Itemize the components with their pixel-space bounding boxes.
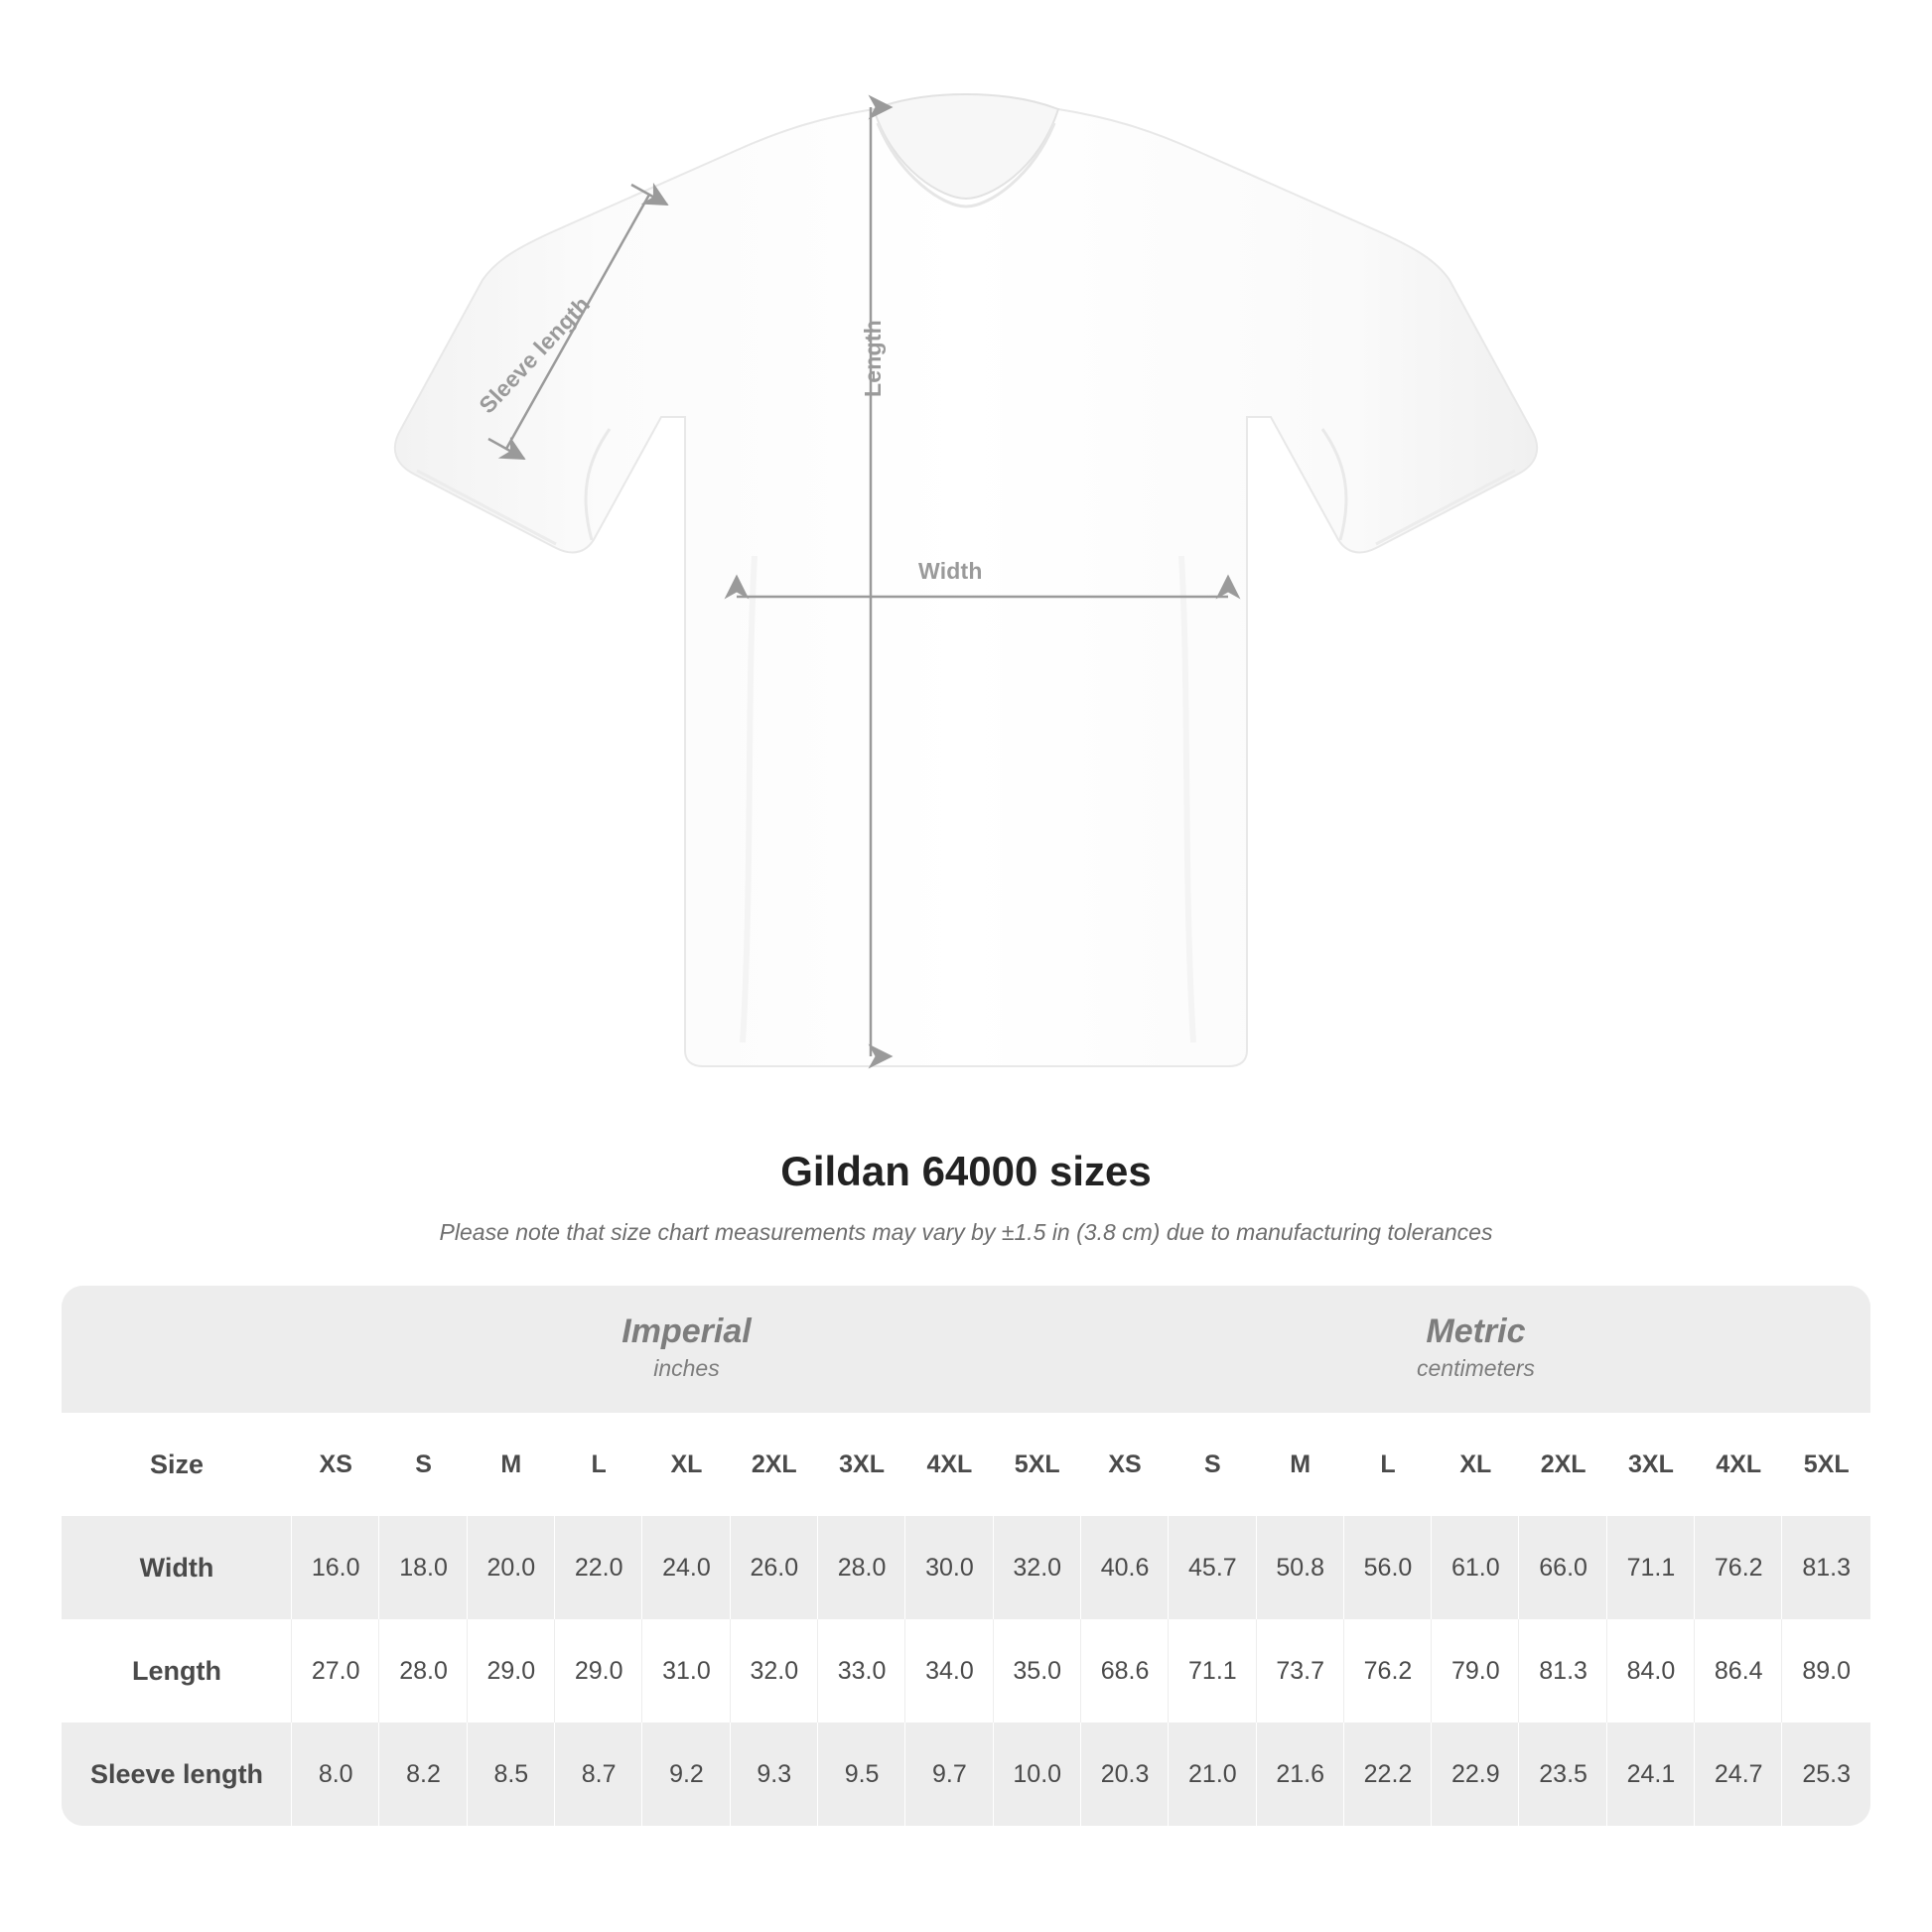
table-cell: 28.0	[818, 1516, 905, 1619]
size-header-cell: 5XL	[1803, 1449, 1850, 1478]
table-cell: 25.3	[1782, 1723, 1870, 1826]
table-row	[62, 1723, 1870, 1826]
unit-header-metric	[1081, 1286, 1870, 1413]
table-cell: 61.0	[1432, 1516, 1519, 1619]
size-header-cell: S	[379, 1413, 467, 1516]
size-header-cell: XS	[292, 1413, 379, 1516]
table-cell: 9.7	[905, 1723, 993, 1826]
table-cell: 86.4	[1695, 1619, 1782, 1723]
table-cell: 24.0	[642, 1516, 730, 1619]
row-label-length: Length	[62, 1619, 292, 1723]
table-cell: 8.0	[292, 1723, 379, 1826]
unit-header-imperial	[292, 1286, 1081, 1413]
size-header-cell: M	[1257, 1413, 1344, 1516]
unit-header-row	[62, 1286, 1870, 1413]
table-cell: 81.3	[1782, 1516, 1870, 1619]
unit-sub-metric: centimeters	[1417, 1355, 1535, 1382]
table-row	[62, 1619, 1870, 1723]
size-table	[62, 1286, 1870, 1826]
table-cell: 76.2	[1344, 1619, 1432, 1723]
table-cell: 18.0	[379, 1516, 467, 1619]
tolerance-note: Please note that size chart measurements may vary by ±1.5 in (3.8 cm) due to manufacturing tolerances	[439, 1219, 1493, 1245]
table-cell: 71.1	[1607, 1516, 1695, 1619]
table-cell: 45.7	[1169, 1516, 1256, 1619]
table-cell: 27.0	[292, 1619, 379, 1723]
size-header-cell: XL	[1432, 1413, 1519, 1516]
table-cell: 9.5	[818, 1723, 905, 1826]
table-cell: 40.6	[1081, 1516, 1169, 1619]
table-cell: 76.2	[1695, 1516, 1782, 1619]
size-header-cell: 3XL	[818, 1413, 905, 1516]
table-cell: 8.2	[379, 1723, 467, 1826]
table-cell: 89.0	[1782, 1619, 1870, 1723]
page-title: Gildan 64000 sizes	[780, 1148, 1152, 1194]
table-cell: 35.0	[994, 1619, 1081, 1723]
width-label: Width	[918, 558, 983, 584]
table-cell: 23.5	[1519, 1723, 1606, 1826]
length-label: Length	[860, 320, 886, 397]
unit-header-spacer	[62, 1286, 292, 1413]
sleeve-length-label: Sleeve length	[474, 291, 596, 419]
size-header-cell: 2XL	[1519, 1413, 1606, 1516]
table-cell: 24.1	[1607, 1723, 1695, 1826]
unit-sub-imperial: inches	[653, 1355, 720, 1382]
table-cell: 79.0	[1432, 1619, 1519, 1723]
table-cell: 9.3	[731, 1723, 818, 1826]
size-header-cell: 4XL	[1695, 1413, 1782, 1516]
size-header-cell: 2XL	[731, 1413, 818, 1516]
table-cell: 8.7	[555, 1723, 642, 1826]
table-cell: 21.6	[1257, 1723, 1344, 1826]
table-cell: 56.0	[1344, 1516, 1432, 1619]
table-cell: 21.0	[1169, 1723, 1256, 1826]
table-cell: 8.5	[468, 1723, 555, 1826]
table-cell: 24.7	[1695, 1723, 1782, 1826]
table-cell: 32.0	[731, 1619, 818, 1723]
size-header-cell: M	[468, 1413, 555, 1516]
row-label-sleeve-length: Sleeve length	[62, 1723, 292, 1826]
size-header-cell: XL	[642, 1413, 730, 1516]
table-cell: 50.8	[1257, 1516, 1344, 1619]
table-cell: 20.3	[1081, 1723, 1169, 1826]
table-cell: 16.0	[292, 1516, 379, 1619]
table-cell: 66.0	[1519, 1516, 1606, 1619]
table-cell: 30.0	[905, 1516, 993, 1619]
table-cell: 22.0	[555, 1516, 642, 1619]
size-table-container	[62, 1286, 1870, 1826]
size-header-cell: 4XL	[905, 1413, 993, 1516]
table-cell: 31.0	[642, 1619, 730, 1723]
table-cell: 29.0	[468, 1619, 555, 1723]
unit-name-metric: Metric	[1426, 1312, 1526, 1351]
table-cell: 10.0	[994, 1723, 1081, 1826]
unit-name-imperial: Imperial	[621, 1312, 752, 1351]
size-header-cell: 3XL	[1607, 1413, 1695, 1516]
table-cell: 22.9	[1432, 1723, 1519, 1826]
table-cell: 22.2	[1344, 1723, 1432, 1826]
table-cell: 71.1	[1169, 1619, 1256, 1723]
size-header-cell: 5XL	[994, 1413, 1081, 1516]
table-cell: 29.0	[555, 1619, 642, 1723]
table-cell: 84.0	[1607, 1619, 1695, 1723]
row-label-width: Width	[62, 1516, 292, 1619]
size-header-cell: XS	[1081, 1413, 1169, 1516]
table-cell: 28.0	[379, 1619, 467, 1723]
size-header-row	[62, 1413, 1870, 1516]
table-cell: 9.2	[642, 1723, 730, 1826]
size-header-cell: L	[1344, 1413, 1432, 1516]
table-cell: 68.6	[1081, 1619, 1169, 1723]
table-cell: 32.0	[994, 1516, 1081, 1619]
table-cell: 34.0	[905, 1619, 993, 1723]
size-header-cell: S	[1169, 1413, 1256, 1516]
table-row	[62, 1516, 1870, 1619]
table-cell: 73.7	[1257, 1619, 1344, 1723]
size-header-cell: L	[555, 1413, 642, 1516]
table-cell: 26.0	[731, 1516, 818, 1619]
table-cell: 81.3	[1519, 1619, 1606, 1723]
size-header-label: Size	[62, 1413, 292, 1516]
table-cell: 20.0	[468, 1516, 555, 1619]
table-cell: 33.0	[818, 1619, 905, 1723]
